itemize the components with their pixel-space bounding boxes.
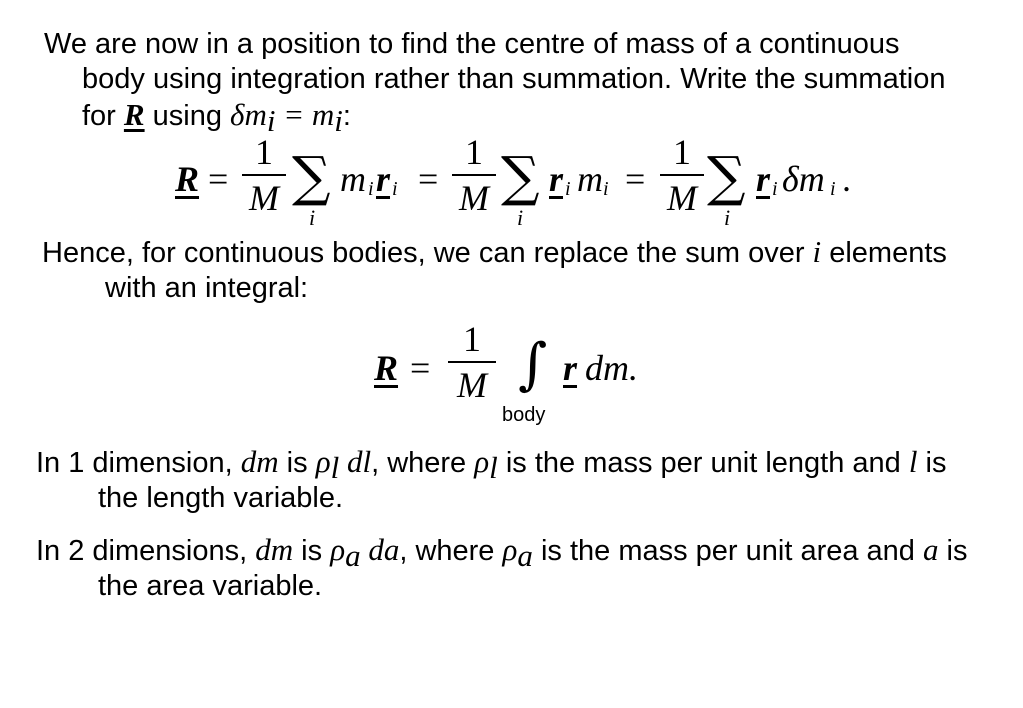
eq1-sum-index-3: i [724,205,731,230]
eq1-subscript-i: i [368,178,374,200]
paragraph-4-text-c: is the area variable. [98,535,968,602]
where-text: , where [371,447,475,479]
l-symbol: l [908,444,918,479]
is-text: is [278,447,316,479]
vector-R-symbol: R [123,97,145,132]
dm-symbol: dm [255,532,294,567]
eq1-summation-1: ∑ [292,145,331,208]
eq1-m-2: m [577,159,603,199]
eq1-summation-3: ∑ [707,145,746,208]
eq1-summation-2: ∑ [501,145,540,208]
eq2-dm: dm. [585,348,638,388]
colon: : [342,100,351,132]
eq1-subscript-i: i [830,178,836,200]
fraction-bar [452,174,496,176]
fraction-numerator: 1 [463,319,481,359]
eq2-vector-R: R [374,348,399,388]
da-symbol: da [360,532,400,567]
fraction-bar [242,174,286,176]
a-symbol: a [923,532,939,567]
eq1-subscript-i: i [772,178,778,200]
fraction-denominator: M [459,178,489,218]
eq1-fraction-2 [452,134,496,216]
fraction-denominator: M [249,178,279,218]
fraction-bar [660,174,704,176]
paragraph-1 [44,27,962,138]
paragraph-1-text-a: We are now in a position to find the centre of mass of a continuous body using integration rather than summation. Write the summation for [44,28,946,132]
subscript-l: l [489,450,498,485]
eq1-delta-m: δm [782,159,825,199]
paragraph-3-text-c: is the length variable. [98,447,947,514]
delta-m-symbol: δm [230,97,267,132]
rho-symbol: ρ [502,532,518,567]
subscript-l: l [330,450,340,485]
eq2-integral: ∫ [518,332,548,397]
paragraph-3-text-b: is the mass per unit length and [497,447,909,479]
fraction-numerator: 1 [465,132,483,172]
paragraph-4-text-a: In 2 dimensions, [36,535,256,567]
rho-symbol: ρ [474,444,490,479]
dm-symbol: dm [240,444,279,479]
eq1-equals-3: = [625,159,646,199]
paragraph-2-text-a: Hence, for continuous bodies, we can replace the sum over [42,237,813,269]
eq1-subscript-i: i [565,178,571,200]
rho-symbol: ρ [330,532,346,567]
eq1-vector-r-3: r [756,159,771,199]
eq2-fraction [448,321,496,403]
index-i-symbol: i [812,234,822,269]
eq1-fraction-1 [242,134,286,216]
eq2-equals: = [410,348,431,388]
eq1-sum-index-2: i [517,205,524,230]
paragraph-1-text-b: using [144,100,231,132]
subscript-i: i [334,103,343,138]
paragraph-4 [36,532,998,604]
eq1-equals-2: = [418,159,439,199]
eq1-subscript-i: i [603,178,609,200]
subscript-a: a [517,538,533,573]
eq1-m-1: m [340,159,366,199]
rho-symbol: ρ [315,444,331,479]
fraction-bar [448,361,496,363]
paragraph-2-text-b: elements with an integral: [105,237,947,304]
eq2-vector-r: r [563,348,578,388]
fraction-numerator: 1 [255,132,273,172]
eq1-period: . [842,159,851,199]
paragraph-2 [42,234,965,306]
eq1-sum-index-1: i [309,205,316,230]
fraction-numerator: 1 [673,132,691,172]
subscript-i: i [266,103,276,138]
paragraph-4-text-b: is the mass per unit area and [532,535,923,567]
paragraph-3 [36,444,978,516]
eq1-equals-1: = [208,159,229,199]
subscript-a: a [345,538,361,573]
eq2-integral-domain: body [502,404,546,426]
eq1-subscript-i: i [392,178,398,200]
eq1-vector-R: R [175,159,200,199]
paragraph-3-text-a: In 1 dimension, [36,447,241,479]
fraction-denominator: M [667,178,697,218]
fraction-denominator: M [457,365,487,405]
where-text: , where [399,535,503,567]
eq1-vector-r-1: r [376,159,391,199]
dl-symbol: dl [339,444,372,479]
is-text: is [293,535,331,567]
equals-m-symbol: = m [275,97,335,132]
eq1-vector-r-2: r [549,159,564,199]
eq1-fraction-3 [660,134,704,216]
